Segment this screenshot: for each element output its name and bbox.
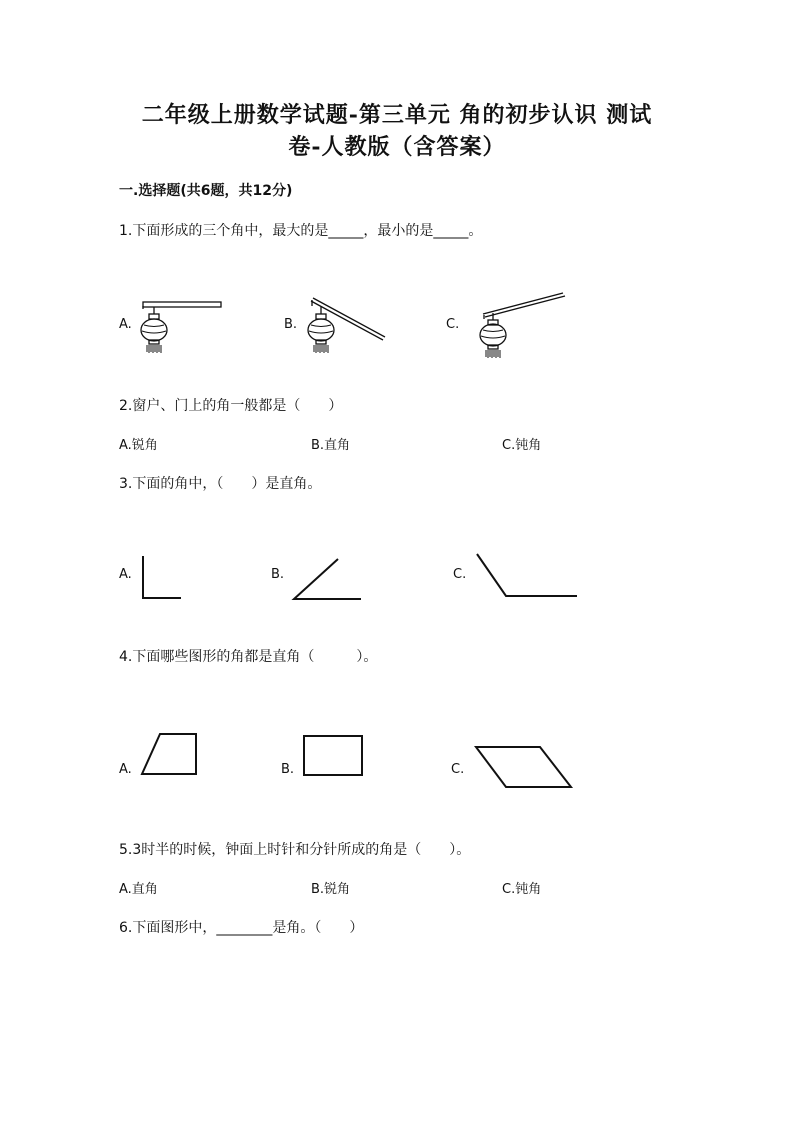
q3-option-c-label: C.	[453, 567, 467, 582]
q3-option-b-label: B.	[271, 567, 285, 582]
q5-option-c: C.钝角	[502, 882, 542, 897]
q4-rectangle-b	[304, 736, 362, 775]
q5-option-a: A.直角	[119, 882, 158, 897]
q4-option-c-label: C.	[451, 762, 465, 777]
q4-parallelogram-c	[476, 747, 571, 787]
q4-option-a-label: A.	[119, 762, 132, 777]
question-1-stem: 1.下面形成的三个角中，最大的是_____，最小的是_____。	[119, 223, 483, 239]
q5-option-b: B.锐角	[311, 882, 351, 897]
q1-option-b-label: B.	[284, 317, 298, 332]
page-title-line1: 二年级上册数学试题-第三单元 角的初步认识 测试	[141, 102, 653, 128]
page-title-line2: 卷-人教版（含答案）	[288, 134, 506, 160]
question-3-stem: 3.下面的角中，（ ）是直角。	[119, 476, 322, 492]
question-5-stem: 5.3时半的时候，钟面上时针和分针所成的角是（ ）。	[119, 842, 471, 858]
q2-option-b: B.直角	[311, 438, 351, 453]
question-2-stem: 2.窗户、门上的角一般都是（ ）	[119, 398, 343, 414]
question-6-stem: 6.下面图形中，________是角。（ ）	[119, 920, 364, 936]
question-4-stem: 4.下面哪些图形的角都是直角（ ）。	[119, 649, 378, 665]
q2-option-a: A.锐角	[119, 438, 158, 453]
q4-option-b-label: B.	[281, 762, 295, 777]
q4-trapezoid-a	[142, 734, 196, 774]
q1-option-a-label: A.	[119, 317, 132, 332]
q3-option-a-label: A.	[119, 567, 132, 582]
q1-option-c-label: C.	[446, 317, 460, 332]
section-heading: 一.选择题(共6题，共12分)	[119, 183, 293, 199]
q2-option-c: C.钝角	[502, 438, 542, 453]
